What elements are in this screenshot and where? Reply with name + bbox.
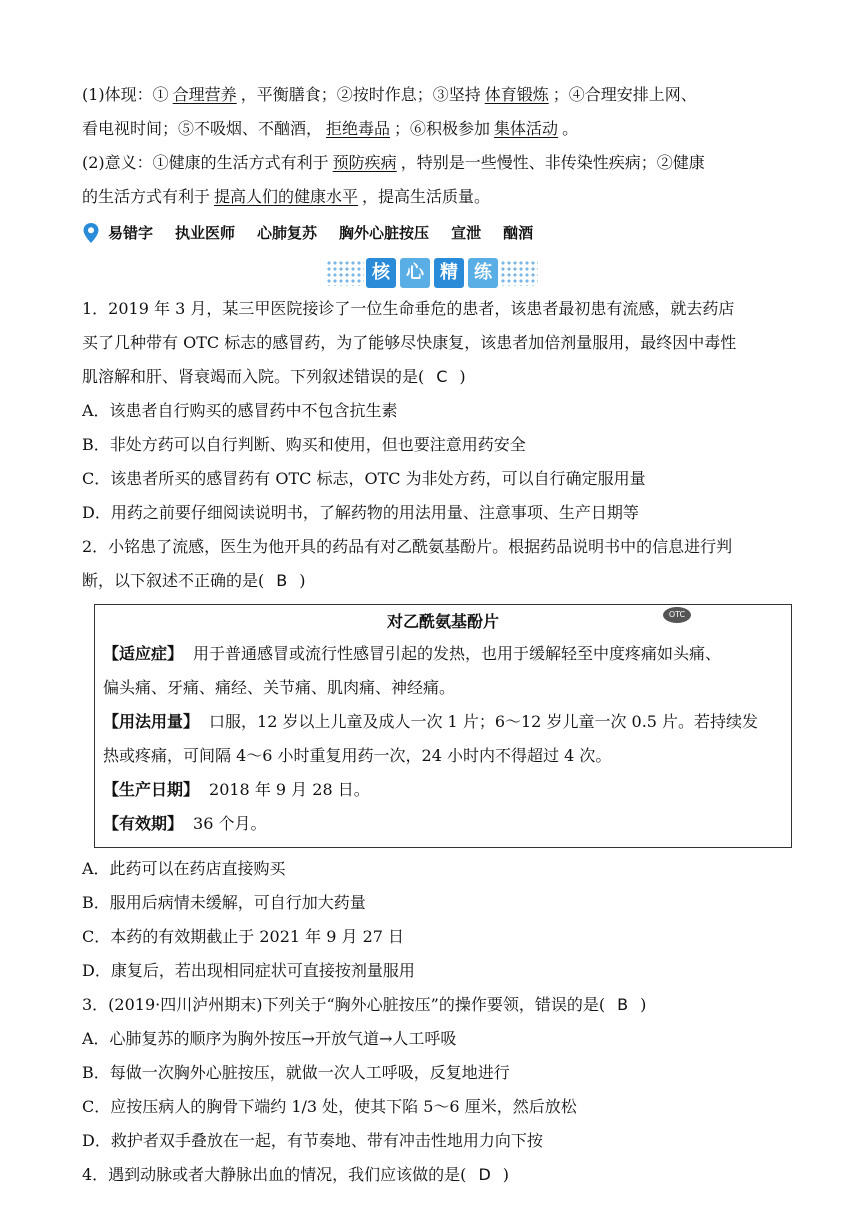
q1-stem-line: 买了几种带有 OTC 标志的感冒药，为了能够尽快康复，该患者加倍剂量服用，最终因中毒性	[82, 333, 737, 352]
q2-answer: B	[276, 571, 288, 590]
blank-answer: 合理营养	[172, 85, 237, 104]
worksheet-page	[82, 78, 782, 1192]
blank-answer: 预防疾病	[332, 153, 397, 172]
indication-line	[103, 637, 783, 671]
section1-text: ；⑥积极参加	[394, 119, 491, 138]
indication-label: 【适应症】	[103, 644, 184, 663]
validity-text: 36 个月。	[193, 814, 267, 833]
q1-stem-line: 1．2019 年 3 月，某三甲医院接诊了一位生命垂危的患者，该患者最初患有流感，就去药店	[82, 299, 735, 318]
core-practice-banner	[82, 256, 782, 290]
otc-badge: OTC	[663, 607, 691, 623]
validity-line	[103, 807, 783, 841]
paren-close: )	[502, 1165, 510, 1184]
tip-item: 执业医师	[175, 224, 236, 242]
date-label: 【生产日期】	[103, 780, 200, 799]
q1-option-a: A．该患者自行购买的感冒药中不包含抗生素	[82, 401, 398, 420]
blank-answer: 体育锻炼	[484, 85, 549, 104]
typo-tips-row	[82, 216, 782, 250]
q2-stem-line-last	[82, 564, 782, 598]
paren-close: )	[459, 367, 466, 386]
q3-stem-text: 3．(2019·四川泸州期末)下列关于“胸外心脏按压”的操作要领，错误的是(	[82, 995, 606, 1014]
q3-option-a: A．心肺复苏的顺序为胸外按压→开放气道→人工呼吸	[82, 1029, 457, 1048]
section1-text: 看电视时间；⑤不吸烟、不酗酒，	[82, 119, 323, 138]
banner-char: 核	[366, 258, 396, 288]
q3-option-c: C．应按压病人的胸骨下端约 1/3 处，使其下陷 5～6 厘米，然后放松	[82, 1097, 577, 1116]
section1-text: ；④合理安排上网、	[552, 85, 697, 104]
q2-option-c: C．本药的有效期截止于 2021 年 9 月 27 日	[82, 927, 405, 946]
validity-label: 【有效期】	[103, 814, 184, 833]
section2-prefix: (2)意义：①健康的生活方式有利于	[82, 153, 329, 172]
usage-line	[103, 705, 783, 739]
banner-char: 心	[400, 258, 430, 288]
q2-option-b: B．服用后病情未缓解，可自行加大药量	[82, 893, 366, 912]
paren-close: )	[299, 571, 306, 590]
q2-stem-text: 断，以下叙述不正确的是(	[82, 571, 265, 590]
blank-answer: 集体活动	[494, 119, 559, 138]
q1-stem-text: 肌溶解和肝、肾衰竭而入院。下列叙述错误的是(	[82, 367, 425, 386]
banner-title	[364, 258, 500, 288]
section1-text: ，平衡膳食；②按时作息；③坚持	[240, 85, 481, 104]
section2-line2	[82, 180, 782, 214]
section2-text: ，特别是一些慢性、非传染性疾病；②健康	[400, 153, 705, 172]
indication-text: 用于普通感冒或流行性感冒引起的发热，也用于缓解轻至中度疼痛如头痛、	[193, 644, 722, 663]
q4-answer: D	[478, 1165, 491, 1184]
section2-text: ，提高生活质量。	[362, 187, 491, 206]
q3-option-b: B．每做一次胸外心脏按压，就做一次人工呼吸，反复地进行	[82, 1063, 510, 1082]
section2-text: 的生活方式有利于	[82, 187, 211, 206]
q1-option-d: D．用药之前要仔细阅读说明书，了解药物的用法用量、注意事项、生产日期等	[82, 503, 639, 522]
section1-line1	[82, 78, 782, 112]
tip-item: 胸外心脏按压	[339, 224, 430, 242]
date-text: 2018 年 9 月 28 日。	[209, 780, 370, 799]
tip-item: 宣泄	[451, 224, 482, 242]
q3-answer: B	[617, 995, 629, 1014]
usage-text: 口服，12 岁以上儿童及成人一次 1 片；6～12 岁儿童一次 0.5 片。若持续发	[209, 712, 759, 731]
production-date-line	[103, 773, 783, 807]
section1-text: 。	[562, 119, 579, 138]
banner-char: 练	[468, 258, 498, 288]
q1-option-b: B．非处方药可以自行判断、购买和使用，但也要注意用药安全	[82, 435, 526, 454]
indication-line: 偏头痛、牙痛、痛经、关节痛、肌肉痛、神经痛。	[103, 678, 456, 697]
q4-stem-line	[82, 1158, 782, 1192]
q2-option-a: A．此药可以在药店直接购买	[82, 859, 286, 878]
banner-char: 精	[434, 258, 464, 288]
tip-item: 心肺复苏	[257, 224, 318, 242]
decorative-dots	[500, 260, 538, 286]
tip-item: 易错字	[108, 224, 154, 242]
q2-option-d: D．康复后，若出现相同症状可直接按剂量服用	[82, 961, 415, 980]
blank-answer: 提高人们的健康水平	[214, 187, 359, 206]
usage-label: 【用法用量】	[103, 712, 200, 731]
q3-option-d: D．救护者双手叠放在一起，有节奏地、带有冲击性地用力向下按	[82, 1131, 543, 1150]
paren-close: )	[640, 995, 647, 1014]
q2-stem-line: 2．小铭患了流感，医生为他开具的药品有对乙酰氨基酚片。根据药品说明书中的信息进行判	[82, 537, 733, 556]
drug-title: 对乙酰氨基酚片	[386, 612, 499, 631]
q4-stem-text: 4．遇到动脉或者大静脉出血的情况，我们应该做的是(	[82, 1165, 467, 1184]
section2-line1	[82, 146, 782, 180]
blank-answer: 拒绝毒品	[326, 119, 391, 138]
section1-line2	[82, 112, 782, 146]
q1-answer: C	[436, 367, 448, 386]
decorative-dots	[326, 260, 364, 286]
q1-stem-line-last	[82, 360, 782, 394]
usage-line: 热或疼痛，可间隔 4～6 小时重复用药一次，24 小时内不得超过 4 次。	[103, 746, 612, 765]
tip-item: 酗酒	[503, 224, 534, 242]
section1-prefix: (1)体现：①	[82, 85, 169, 104]
location-pin-icon	[82, 222, 100, 244]
q3-stem-line	[82, 988, 782, 1022]
drug-leaflet-box	[94, 604, 792, 848]
q1-option-c: C．该患者所买的感冒药有 OTC 标志，OTC 为非处方药，可以自行确定服用量	[82, 469, 646, 488]
